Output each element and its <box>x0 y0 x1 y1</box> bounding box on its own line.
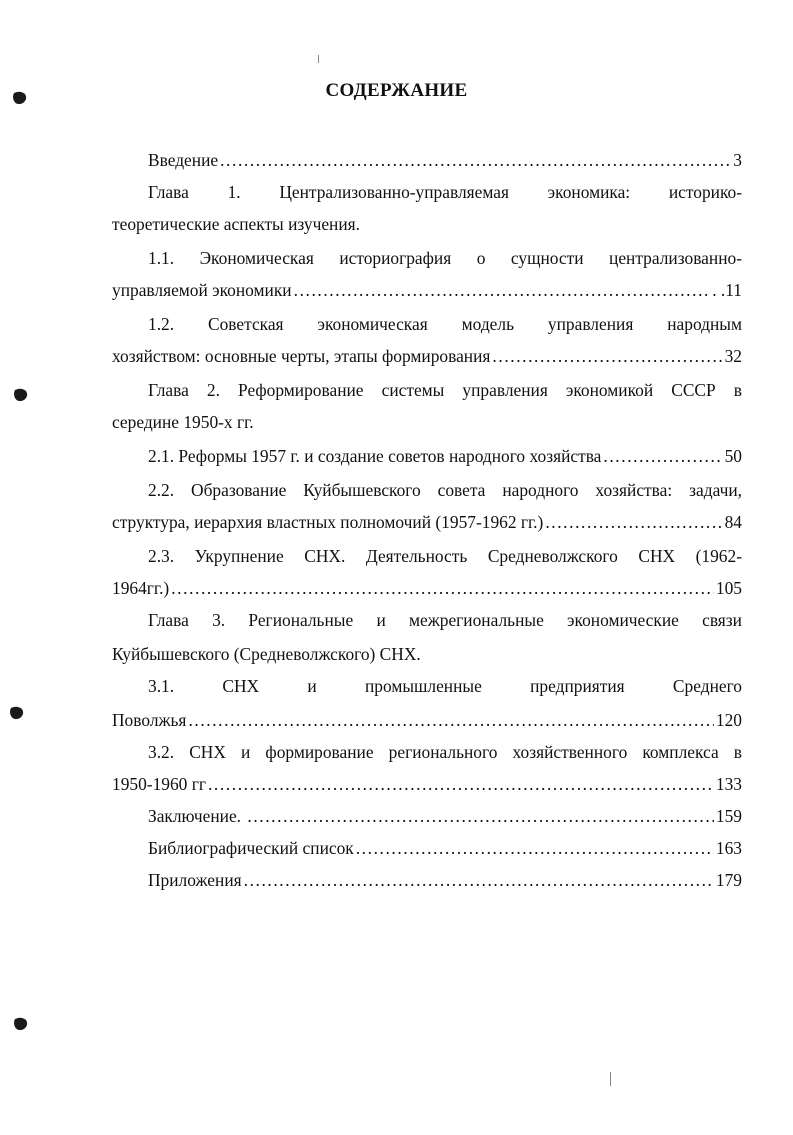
toc-leader-dots <box>188 705 713 735</box>
toc-entry-text: Библиографический список <box>148 838 354 858</box>
toc-entry-text: 1950-1960 гг <box>112 774 206 794</box>
punch-hole-icon <box>13 92 26 104</box>
toc-entry-text: 1964гг.) <box>112 578 170 598</box>
toc-entry-text: хозяйством: основные черты, этапы формирования <box>112 346 491 366</box>
scan-speck <box>610 1072 611 1086</box>
toc-chapter-1-line2: теоретические аспекты изучения. <box>112 214 361 234</box>
toc-entry-conclusion <box>148 801 742 831</box>
toc-page-number: 159 <box>715 806 742 826</box>
toc-entry-text: 2.1. Реформы 1957 г. и создание советов народного хозяйства <box>148 446 602 466</box>
toc-leader-dots <box>220 145 731 175</box>
toc-page-number: 105 <box>715 578 742 598</box>
punch-holes <box>0 0 40 1135</box>
toc-section-2-3-line2 <box>112 573 742 603</box>
toc-section-1-1-line2 <box>112 275 742 305</box>
toc-leader-dots <box>171 573 714 603</box>
toc-chapter-2-line2: середине 1950-х гг. <box>112 412 254 432</box>
toc-page-number: 179 <box>715 870 742 890</box>
toc-leader-dots <box>247 801 714 831</box>
toc-page-number: 133 <box>715 774 742 794</box>
toc-section-3-2-line2 <box>112 769 742 799</box>
toc-chapter-2-line1: Глава 2. Реформирование системы управления экономикой СССР в <box>148 380 742 400</box>
toc-section-2-2-line2 <box>112 507 742 537</box>
toc-section-2-3-line1: 2.3. Укрупнение СНХ. Деятельность Средневолжского СНХ (1962- <box>148 546 742 566</box>
scan-speck <box>318 55 319 63</box>
toc-section-1-1-line1: 1.1. Экономическая историография о сущности централизованно- <box>148 248 742 268</box>
toc-leader-dots <box>492 341 722 371</box>
toc-entry-text: Поволжья <box>112 710 187 730</box>
toc-page-number: 3 <box>733 150 742 170</box>
toc-entry-appendices <box>148 865 742 895</box>
toc-leader-dots <box>545 507 722 537</box>
toc-entry-text: управляемой экономики <box>112 280 292 300</box>
toc-section-3-1-line2 <box>112 705 742 735</box>
toc-leader-dots <box>603 441 722 471</box>
toc-chapter-3-line2: Куйбышевского (Средневолжского) СНХ. <box>112 644 421 664</box>
toc-chapter-1-line1: Глава 1. Централизованно-управляемая экономика: историко- <box>148 182 742 202</box>
punch-hole-icon <box>14 389 27 401</box>
toc-section-2-1 <box>148 441 742 471</box>
toc-page-number: 163 <box>715 838 742 858</box>
toc-section-3-1-line1: 3.1. СНХ и промышленные предприятия Среднего <box>148 676 742 696</box>
toc-leader-dots <box>208 769 714 799</box>
toc-page-number: 84 <box>724 512 742 532</box>
toc-entry-text: структура, иерархия властных полномочий (1957-1962 гг.) <box>112 512 544 532</box>
toc-entry-bibliography <box>148 833 742 863</box>
toc-entry-text: Заключение. <box>148 806 246 826</box>
toc-page-number: 120 <box>715 710 742 730</box>
punch-hole-icon <box>14 1018 27 1030</box>
toc-entry-intro <box>148 145 742 175</box>
toc-chapter-3-line1: Глава 3. Региональные и межрегиональные экономические связи <box>148 610 742 630</box>
toc-leader-dots <box>356 833 714 863</box>
toc-section-3-2-line1: 3.2. СНХ и формирование регионального хозяйственного комплекса в <box>148 742 742 762</box>
toc-entry-text: Введение <box>148 150 219 170</box>
toc-leader-dots <box>294 275 711 305</box>
toc-page-number: 32 <box>724 346 742 366</box>
toc-section-2-2-line1: 2.2. Образование Куйбышевского совета народного хозяйства: задачи, <box>148 480 742 500</box>
toc-page-number: 50 <box>724 446 742 466</box>
toc-entry-text: Приложения <box>148 870 242 890</box>
page-title: СОДЕРЖАНИЕ <box>325 80 468 101</box>
toc-section-1-2-line1: 1.2. Советская экономическая модель управления народным <box>148 314 742 334</box>
toc-leader-dots <box>244 865 714 895</box>
toc-section-1-2-line2 <box>112 341 742 371</box>
toc-page-number: . .11 <box>712 280 742 300</box>
punch-hole-icon <box>10 707 23 719</box>
